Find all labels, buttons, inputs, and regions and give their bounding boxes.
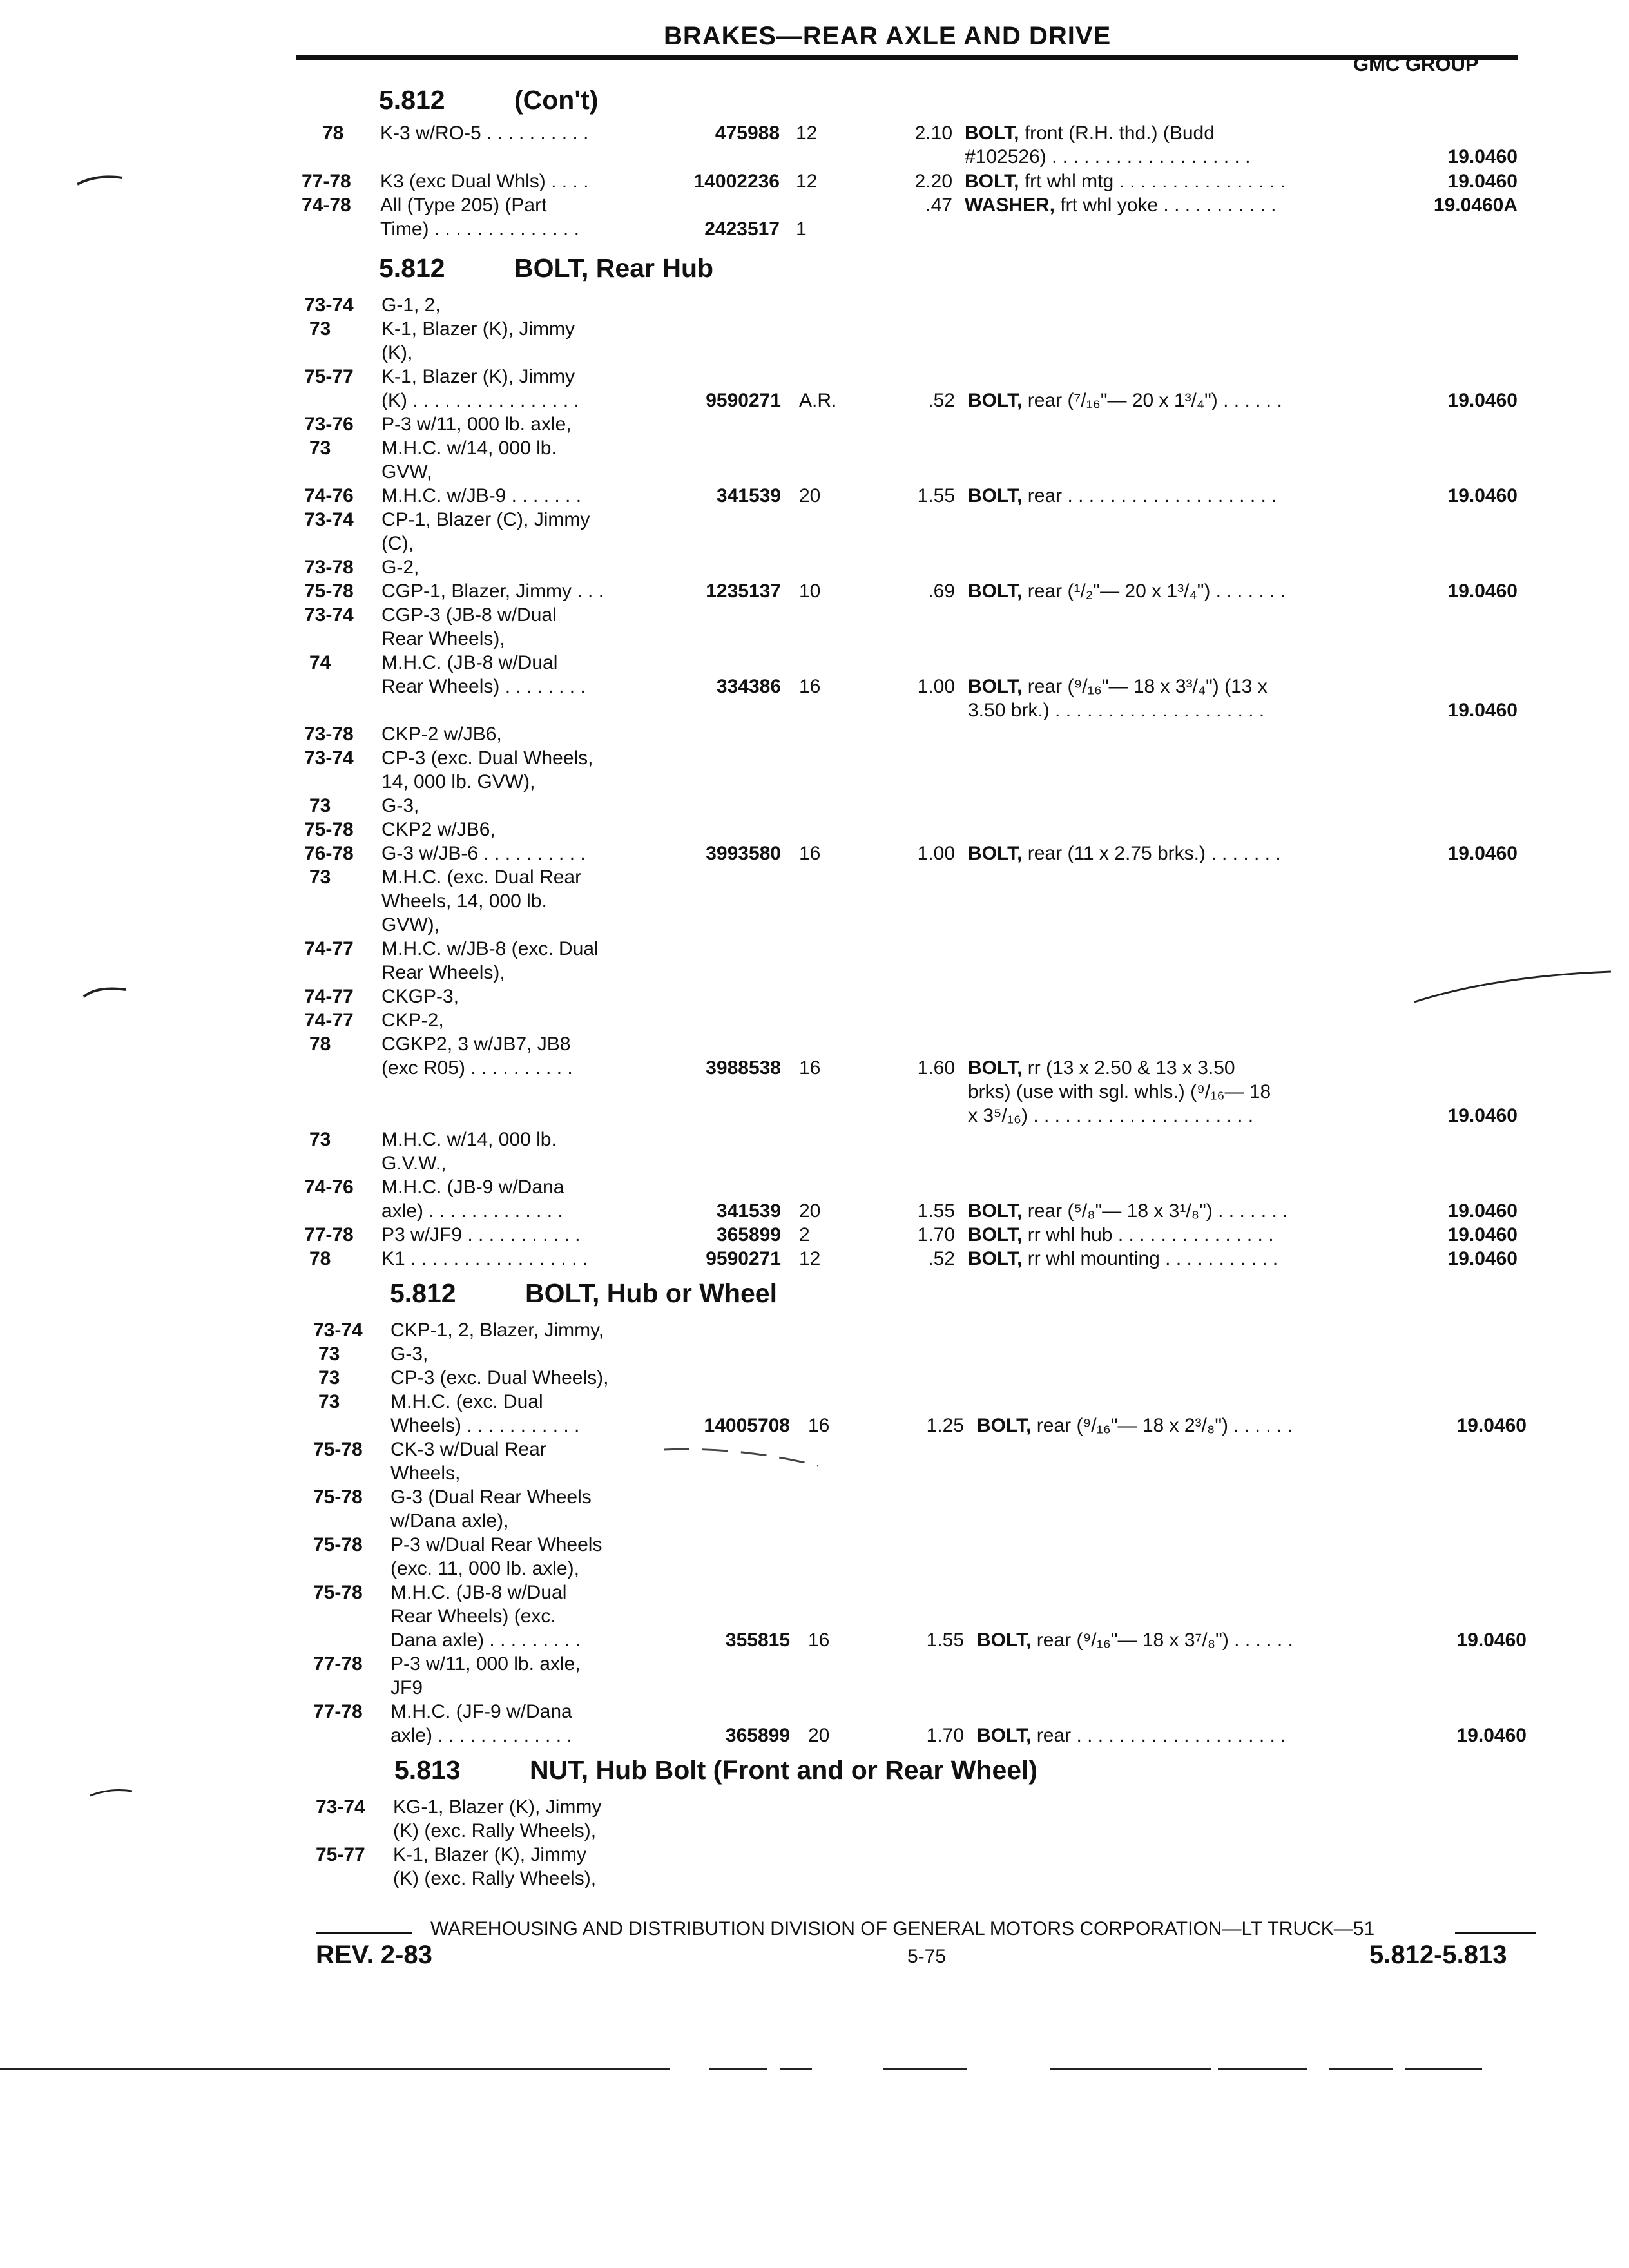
quantity: 12 [796, 122, 818, 144]
model-years: 74-77 [304, 1010, 354, 1031]
application: M.H.C. (JF-9 w/Dana axle) . . . . . . . . . . . . . [390, 1701, 572, 1746]
part-number: 14005708 [704, 1415, 790, 1436]
quantity: 20 [799, 1200, 821, 1222]
part-description: BOLT, rr (13 x 2.50 & 13 x 3.50 brks) (use with sgl. whls.) (⁹/₁₆— 18 x 3⁵/₁₆) . . . . . . . . . . . . . . . . . . . . . [968, 1057, 1271, 1126]
part-name: BOLT, [968, 485, 1023, 506]
application: P3 w/JF9 . . . . . . . . . . . [381, 1224, 581, 1245]
page-number: 5-75 [907, 1946, 947, 1967]
application: CGKP2, 3 w/JB7, JB8 (exc R05) . . . . . . . . . . [381, 1033, 573, 1079]
model-years: 73-74 [304, 747, 354, 769]
application: K3 (exc Dual Whls) . . . . [380, 171, 589, 192]
group-number: 19.0460 [1447, 390, 1518, 411]
quantity: 12 [796, 171, 818, 192]
part-name: BOLT, [968, 1057, 1023, 1079]
model-years: 74-78 [302, 195, 351, 216]
application: CGP-3 (JB-8 w/Dual Rear Wheels), [381, 604, 557, 649]
model-years: 73-78 [304, 724, 354, 745]
model-years: 73-76 [304, 414, 354, 435]
model-years: 75-78 [313, 1486, 363, 1508]
application: CGP-1, Blazer, Jimmy . . . [381, 581, 604, 602]
section-number: 5.812 [379, 85, 445, 115]
labor-hours: 1.25 [926, 1415, 964, 1436]
application: CP-1, Blazer (C), Jimmy (C), [381, 509, 590, 554]
part-number: 475988 [715, 122, 780, 144]
quantity: 16 [808, 1629, 830, 1651]
quantity: 10 [799, 581, 821, 602]
model-years: 75-78 [313, 1534, 363, 1555]
part-name: BOLT, [968, 581, 1023, 602]
application: K-1, Blazer (K), Jimmy (K), [381, 318, 575, 363]
model-years: 74-77 [304, 986, 354, 1007]
part-number: 1235137 [706, 581, 781, 602]
model-years: 73 [309, 318, 331, 340]
group-number: 19.0460 [1447, 581, 1518, 602]
part-number: 355815 [725, 1629, 790, 1651]
part-number: 3988538 [706, 1057, 781, 1079]
part-name: BOLT, [977, 1629, 1032, 1651]
group-number: 19.0460 [1447, 1248, 1518, 1269]
part-description: BOLT, rr whl hub . . . . . . . . . . . . . . . [968, 1224, 1274, 1245]
part-description: BOLT, rear (⁹/₁₆"— 18 x 2³/₈") . . . . . . [977, 1415, 1293, 1436]
quantity: 2 [799, 1224, 810, 1245]
part-number: 2423517 [704, 218, 780, 240]
part-number: 365899 [725, 1725, 790, 1746]
labor-hours: 2.10 [914, 122, 952, 144]
model-years: 74-77 [304, 938, 354, 959]
part-name: BOLT, [977, 1725, 1032, 1746]
application: G-3, [381, 795, 419, 816]
model-years: 74 [309, 652, 331, 673]
quantity: 16 [799, 676, 821, 697]
labor-hours: 2.20 [914, 171, 952, 192]
page-range: 5.812-5.813 [1369, 1941, 1507, 1969]
model-years: 74-76 [304, 485, 354, 506]
part-description: BOLT, frt whl mtg . . . . . . . . . . . . . . . . [965, 171, 1286, 192]
section-number: 5.812 [390, 1278, 456, 1308]
part-number: 341539 [716, 485, 781, 506]
model-years: 73 [309, 867, 331, 888]
application: M.H.C. (JB-8 w/Dual Rear Wheels) (exc. Dana axle) . . . . . . . . . [390, 1582, 581, 1651]
application: CP-3 (exc. Dual Wheels), [390, 1367, 609, 1389]
application: CKP-1, 2, Blazer, Jimmy, [390, 1320, 604, 1341]
application: G-3 (Dual Rear Wheels w/Dana axle), [390, 1486, 592, 1532]
model-years: 73-74 [304, 604, 354, 626]
model-years: 78 [309, 1033, 331, 1055]
labor-hours: .69 [928, 581, 955, 602]
part-name: BOLT, [968, 1224, 1023, 1245]
group-number: 19.0460 [1447, 1105, 1518, 1126]
model-years: 77-78 [313, 1701, 363, 1722]
application: M.H.C. (JB-9 w/Dana axle) . . . . . . . . . . . . . [381, 1177, 564, 1222]
model-years: 73 [318, 1343, 340, 1365]
page-title: BRAKES—REAR AXLE AND DRIVE [664, 22, 1112, 50]
model-years: 74-76 [304, 1177, 354, 1198]
application: G-3 w/JB-6 . . . . . . . . . . [381, 843, 586, 864]
model-years: 75-78 [313, 1582, 363, 1603]
application: K1 . . . . . . . . . . . . . . . . . [381, 1248, 588, 1269]
group-number: 19.0460A [1433, 195, 1518, 216]
model-years: 75-77 [316, 1844, 365, 1865]
quantity: 12 [799, 1248, 821, 1269]
section-title: BOLT, Hub or Wheel [525, 1278, 778, 1308]
labor-hours: 1.70 [926, 1725, 964, 1746]
model-years: 77-78 [313, 1653, 363, 1675]
application: CKP-2, [381, 1010, 444, 1031]
model-years: 77-78 [302, 171, 351, 192]
group-number: 19.0460 [1447, 171, 1518, 192]
application: CKP-2 w/JB6, [381, 724, 502, 745]
section-title: BOLT, Rear Hub [514, 253, 714, 283]
model-years: 73 [318, 1367, 340, 1389]
labor-hours: .52 [928, 390, 955, 411]
section-number: 5.812 [379, 253, 445, 283]
model-years: 73 [309, 795, 331, 816]
part-number: 9590271 [706, 390, 781, 411]
labor-hours: 1.00 [917, 843, 955, 864]
revision-label: REV. 2-83 [316, 1941, 432, 1969]
labor-hours: 1.55 [917, 1200, 955, 1222]
group-number: 19.0460 [1447, 485, 1518, 506]
part-description: BOLT, rear (⁹/₁₆"— 18 x 3³/₄") (13 x 3.50 brk.) . . . . . . . . . . . . . . . . . . . . [968, 676, 1268, 721]
part-description: BOLT, rear (⁹/₁₆"— 18 x 3⁷/₈") . . . . . . [977, 1629, 1293, 1651]
model-years: 73-74 [313, 1320, 363, 1341]
section-number: 5.813 [394, 1755, 461, 1785]
application: M.H.C. w/JB-9 . . . . . . . [381, 485, 582, 506]
quantity: 16 [799, 843, 821, 864]
model-years: 73-74 [316, 1796, 365, 1818]
part-name: WASHER, [965, 195, 1055, 216]
quantity: 16 [808, 1415, 830, 1436]
application: CK-3 w/Dual Rear Wheels, [390, 1439, 546, 1484]
model-years: 73 [309, 1129, 331, 1150]
part-name: BOLT, [965, 171, 1019, 192]
group-number: 19.0460 [1447, 146, 1518, 168]
model-years: 78 [322, 122, 344, 144]
part-name: BOLT, [968, 390, 1023, 411]
footer-text: WAREHOUSING AND DISTRIBUTION DIVISION OF GENERAL MOTORS CORPORATION—LT TRUCK—51 [430, 1918, 1375, 1939]
application: CKGP-3, [381, 986, 459, 1007]
group-number: 19.0460 [1447, 1200, 1518, 1222]
application: K-1, Blazer (K), Jimmy (K) . . . . . . . . . . . . . . . . [381, 366, 579, 411]
labor-hours: 1.55 [917, 485, 955, 506]
model-years: 75-77 [304, 366, 354, 387]
model-years: 75-78 [304, 819, 354, 840]
application: M.H.C. w/14, 000 lb. G.V.W., [381, 1129, 557, 1174]
part-name: BOLT, [968, 1200, 1023, 1222]
part-description: BOLT, rear . . . . . . . . . . . . . . . . . . . . [968, 485, 1277, 506]
group-number: 19.0460 [1456, 1629, 1527, 1651]
quantity: 16 [799, 1057, 821, 1079]
labor-hours: 1.55 [926, 1629, 964, 1651]
application: M.H.C. w/JB-8 (exc. Dual Rear Wheels), [381, 938, 599, 983]
application: M.H.C. (exc. Dual Rear Wheels, 14, 000 lb. GVW), [381, 867, 582, 936]
group-number: 19.0460 [1447, 843, 1518, 864]
application: G-2, [381, 557, 419, 578]
part-number: 334386 [716, 676, 781, 697]
model-years: 73-74 [304, 294, 354, 316]
model-years: 75-78 [313, 1439, 363, 1460]
part-description: BOLT, front (R.H. thd.) (Budd #102526) . . . . . . . . . . . . . . . . . . . [965, 122, 1251, 168]
group-label: GMC GROUP [1353, 53, 1479, 75]
application: P-3 w/11, 000 lb. axle, JF9 [390, 1653, 581, 1698]
part-name: BOLT, [965, 122, 1019, 144]
labor-hours: 1.60 [917, 1057, 955, 1079]
section-title: (Con't) [514, 85, 599, 115]
section-title: NUT, Hub Bolt (Front and or Rear Wheel) [530, 1755, 1038, 1785]
labor-hours: 1.00 [917, 676, 955, 697]
labor-hours: 1.70 [917, 1224, 955, 1245]
application: M.H.C. (exc. Dual Wheels) . . . . . . . . . . . [390, 1391, 580, 1436]
part-name: BOLT, [977, 1415, 1032, 1436]
quantity: 20 [799, 485, 821, 506]
part-name: BOLT, [968, 843, 1023, 864]
application: G-3, [390, 1343, 429, 1365]
group-number: 19.0460 [1447, 1224, 1518, 1245]
model-years: 76-78 [304, 843, 354, 864]
model-years: 73 [309, 437, 331, 459]
application: M.H.C. w/14, 000 lb. GVW, [381, 437, 557, 483]
model-years: 78 [309, 1248, 331, 1269]
application: M.H.C. (JB-8 w/Dual Rear Wheels) . . . . . . . . [381, 652, 586, 697]
quantity: 1 [796, 218, 807, 240]
application: K-3 w/RO-5 . . . . . . . . . . [380, 122, 589, 144]
application: K-1, Blazer (K), Jimmy (K) (exc. Rally Wheels), [393, 1844, 597, 1889]
application: KG-1, Blazer (K), Jimmy (K) (exc. Rally Wheels), [393, 1796, 602, 1841]
part-description: WASHER, frt whl yoke . . . . . . . . . . . [965, 195, 1277, 216]
part-description: BOLT, rr whl mounting . . . . . . . . . . . [968, 1248, 1278, 1269]
application: P-3 w/11, 000 lb. axle, [381, 414, 572, 435]
part-number: 14002236 [693, 171, 780, 192]
application: CP-3 (exc. Dual Wheels, 14, 000 lb. GVW), [381, 747, 593, 793]
part-description: BOLT, rear (¹/₂"— 20 x 1³/₄") . . . . . . . [968, 581, 1286, 602]
part-number: 9590271 [706, 1248, 781, 1269]
part-number: 365899 [716, 1224, 781, 1245]
part-number: 3993580 [706, 843, 781, 864]
model-years: 75-78 [304, 581, 354, 602]
application: G-1, 2, [381, 294, 441, 316]
part-name: BOLT, [968, 1248, 1023, 1269]
part-description: BOLT, rear (⁷/₁₆"— 20 x 1³/₄") . . . . . . [968, 390, 1282, 411]
part-description: BOLT, rear (⁵/₈"— 18 x 3¹/₈") . . . . . . . [968, 1200, 1288, 1222]
group-number: 19.0460 [1456, 1415, 1527, 1436]
application: All (Type 205) (Part Time) . . . . . . . . . . . . . . [380, 195, 579, 240]
application: P-3 w/Dual Rear Wheels (exc. 11, 000 lb. axle), [390, 1534, 602, 1579]
part-description: BOLT, rear (11 x 2.75 brks.) . . . . . . . [968, 843, 1281, 864]
quantity: A.R. [799, 390, 837, 411]
part-name: BOLT, [968, 676, 1023, 697]
group-number: 19.0460 [1456, 1725, 1527, 1746]
labor-hours: .52 [928, 1248, 955, 1269]
application: CKP2 w/JB6, [381, 819, 496, 840]
model-years: 73 [318, 1391, 340, 1412]
labor-hours: .47 [925, 195, 952, 216]
group-number: 19.0460 [1447, 700, 1518, 721]
model-years: 73-78 [304, 557, 354, 578]
model-years: 73-74 [304, 509, 354, 530]
part-number: 341539 [716, 1200, 781, 1222]
quantity: 20 [808, 1725, 830, 1746]
part-description: BOLT, rear . . . . . . . . . . . . . . . . . . . . [977, 1725, 1286, 1746]
model-years: 77-78 [304, 1224, 354, 1245]
